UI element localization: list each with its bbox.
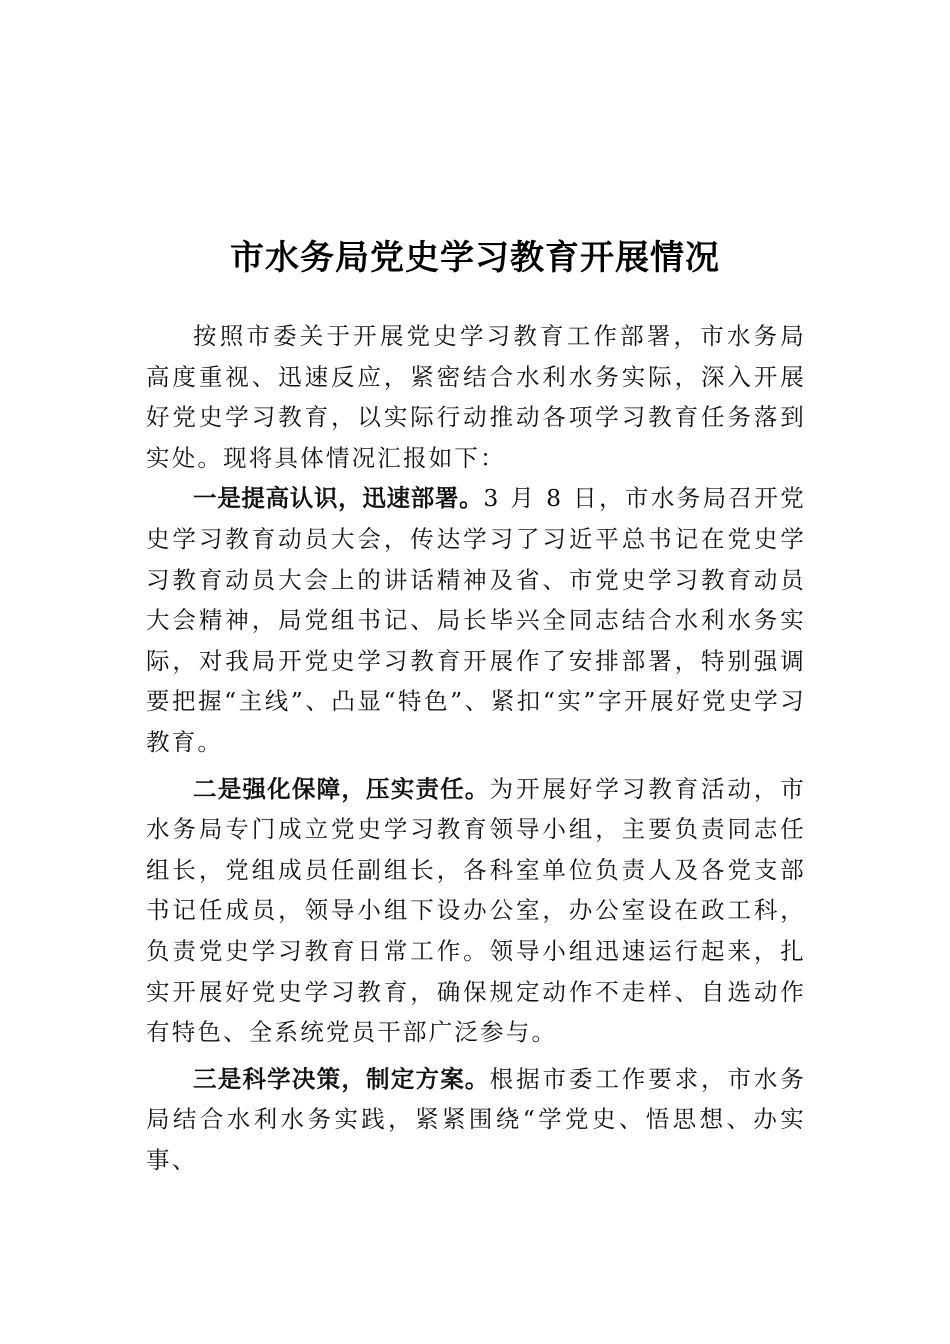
paragraph-text: 3 月 8 日，市水务局召开党史学习教育动员大会，传达学习了习近平总书记在党史学习教育动员大会上的讲话精神及省、市党史学习教育动员大会精神，局党组书记、局长毕兴全同志结合水利水务实际，对我局开党史学习教育开展作了安排部署，特别强调要把握“主线”、凸显“特色”、紧扣“实”字开展好党史学习教育。 bbox=[146, 484, 806, 756]
paragraph-text: 按照市委关于开展党史学习教育工作部署，市水务局高度重视、迅速反应，紧密结合水利水务实际，深入开展好党史学习教育，以实际行动推动各项学习教育任务落到实处。现将具体情况汇报如下： bbox=[146, 322, 806, 472]
paragraph-section-1 bbox=[146, 478, 806, 762]
section-heading: 一是提高认识，迅速部署。 bbox=[193, 484, 484, 513]
paragraph-text: 为开展好学习教育活动，市水务局专门成立党史学习教育领导小组，主要负责同志任组长，党组成员任副组长，各科室单位负责人及各党支部书记任成员，领导小组下设办公室，办公室设在政工科，负责党史学习教育日常工作。领导小组迅速运行起来，扎实开展好党史学习教育，确保规定动作不走样、自选动作有特色、全系统党员干部广泛参与。 bbox=[146, 774, 807, 1047]
paragraph-section-3 bbox=[146, 1059, 806, 1181]
section-heading: 三是科学决策，制定方案。 bbox=[193, 1064, 490, 1093]
paragraph-intro bbox=[146, 316, 806, 478]
document-title: 市水务局党史学习教育开展情况 bbox=[230, 238, 720, 278]
document-body bbox=[146, 316, 806, 1180]
paragraph-section-2 bbox=[146, 769, 806, 1053]
section-heading: 二是强化保障，压实责任。 bbox=[193, 774, 490, 803]
paragraph-text: 根据市委工作要求，市水务局结合水利水务实践，紧紧围绕“学党史、悟思想、办实事、 bbox=[146, 1064, 807, 1174]
